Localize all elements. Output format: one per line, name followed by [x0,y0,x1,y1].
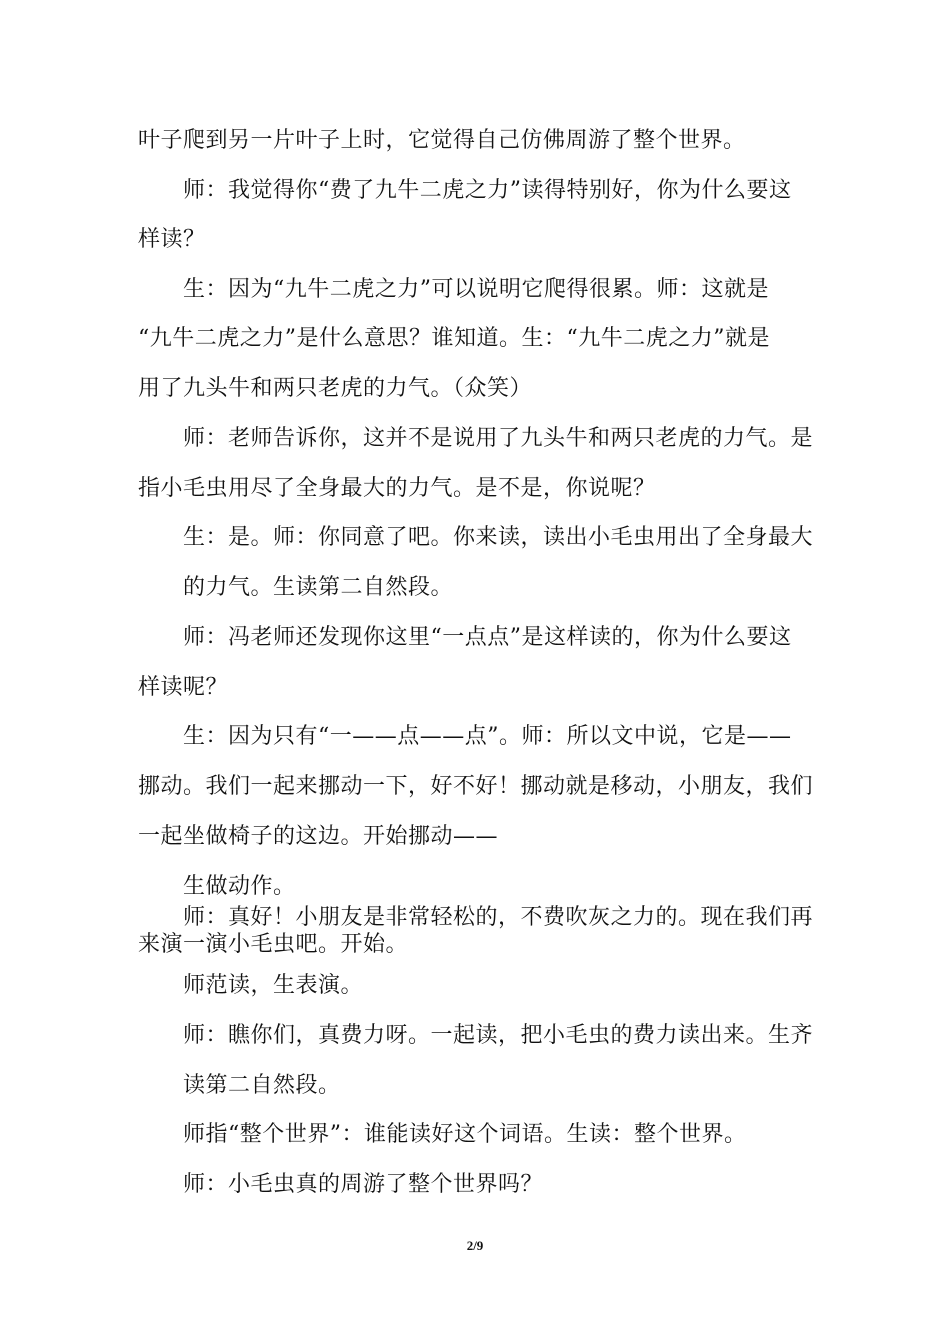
text-line: 生：是。师：你同意了吧。你来读，读出小毛虫用出了全身最大 [183,525,814,550]
text-line: 师：真好！小朋友是非常轻松的，不费吹灰之力的。现在我们再 [183,905,814,930]
text-line: 的力气。生读第二自然段。 [183,575,454,600]
text-line: 来演一演小毛虫吧。开始。 [138,932,409,957]
text-line: “九牛二虎之力”是什么意思？谁知道。生：“九牛二虎之力”就是 [138,326,770,351]
text-line: 师：瞧你们，真费力呀。一起读，把小毛虫的费力读出来。生齐 [183,1023,814,1048]
text-line: 挪动。我们一起来挪动一下，好不好！挪动就是移动，小朋友，我们 [138,774,814,799]
text-line: 师范读，生表演。 [183,973,364,998]
text-line: 生：因为只有“一——点——点”。师：所以文中说，它是—— [183,724,792,749]
text-line: 用了九头牛和两只老虎的力气。（众笑） [138,376,533,401]
text-line: 一起坐做椅子的这边。开始挪动—— [138,824,499,849]
text-line: 师指“整个世界”：谁能读好这个词语。生读：整个世界。 [183,1122,747,1147]
text-line: 师：我觉得你“费了九牛二虎之力”读得特别好，你为什么要这 [183,178,792,203]
text-line: 生做动作。 [183,874,296,899]
text-line: 指小毛虫用尽了全身最大的力气。是不是，你说呢？ [138,476,656,501]
text-line: 生：因为“九牛二虎之力”可以说明它爬得很累。师：这就是 [183,277,769,302]
text-line: 读第二自然段。 [183,1073,341,1098]
text-line: 师：冯老师还发现你这里“一点点”是这样读的，你为什么要这 [183,625,792,650]
text-line: 叶子爬到另一片叶子上时，它觉得自己仿佛周游了整个世界。 [138,128,746,153]
text-line: 师：老师告诉你，这并不是说用了九头牛和两只老虎的力气。是 [183,426,814,451]
text-line: 样读？ [138,227,206,252]
text-line: 样读呢？ [138,675,229,700]
page-number: 2/9 [466,1238,484,1253]
text-line: 师：小毛虫真的周游了整个世界吗？ [183,1172,544,1197]
